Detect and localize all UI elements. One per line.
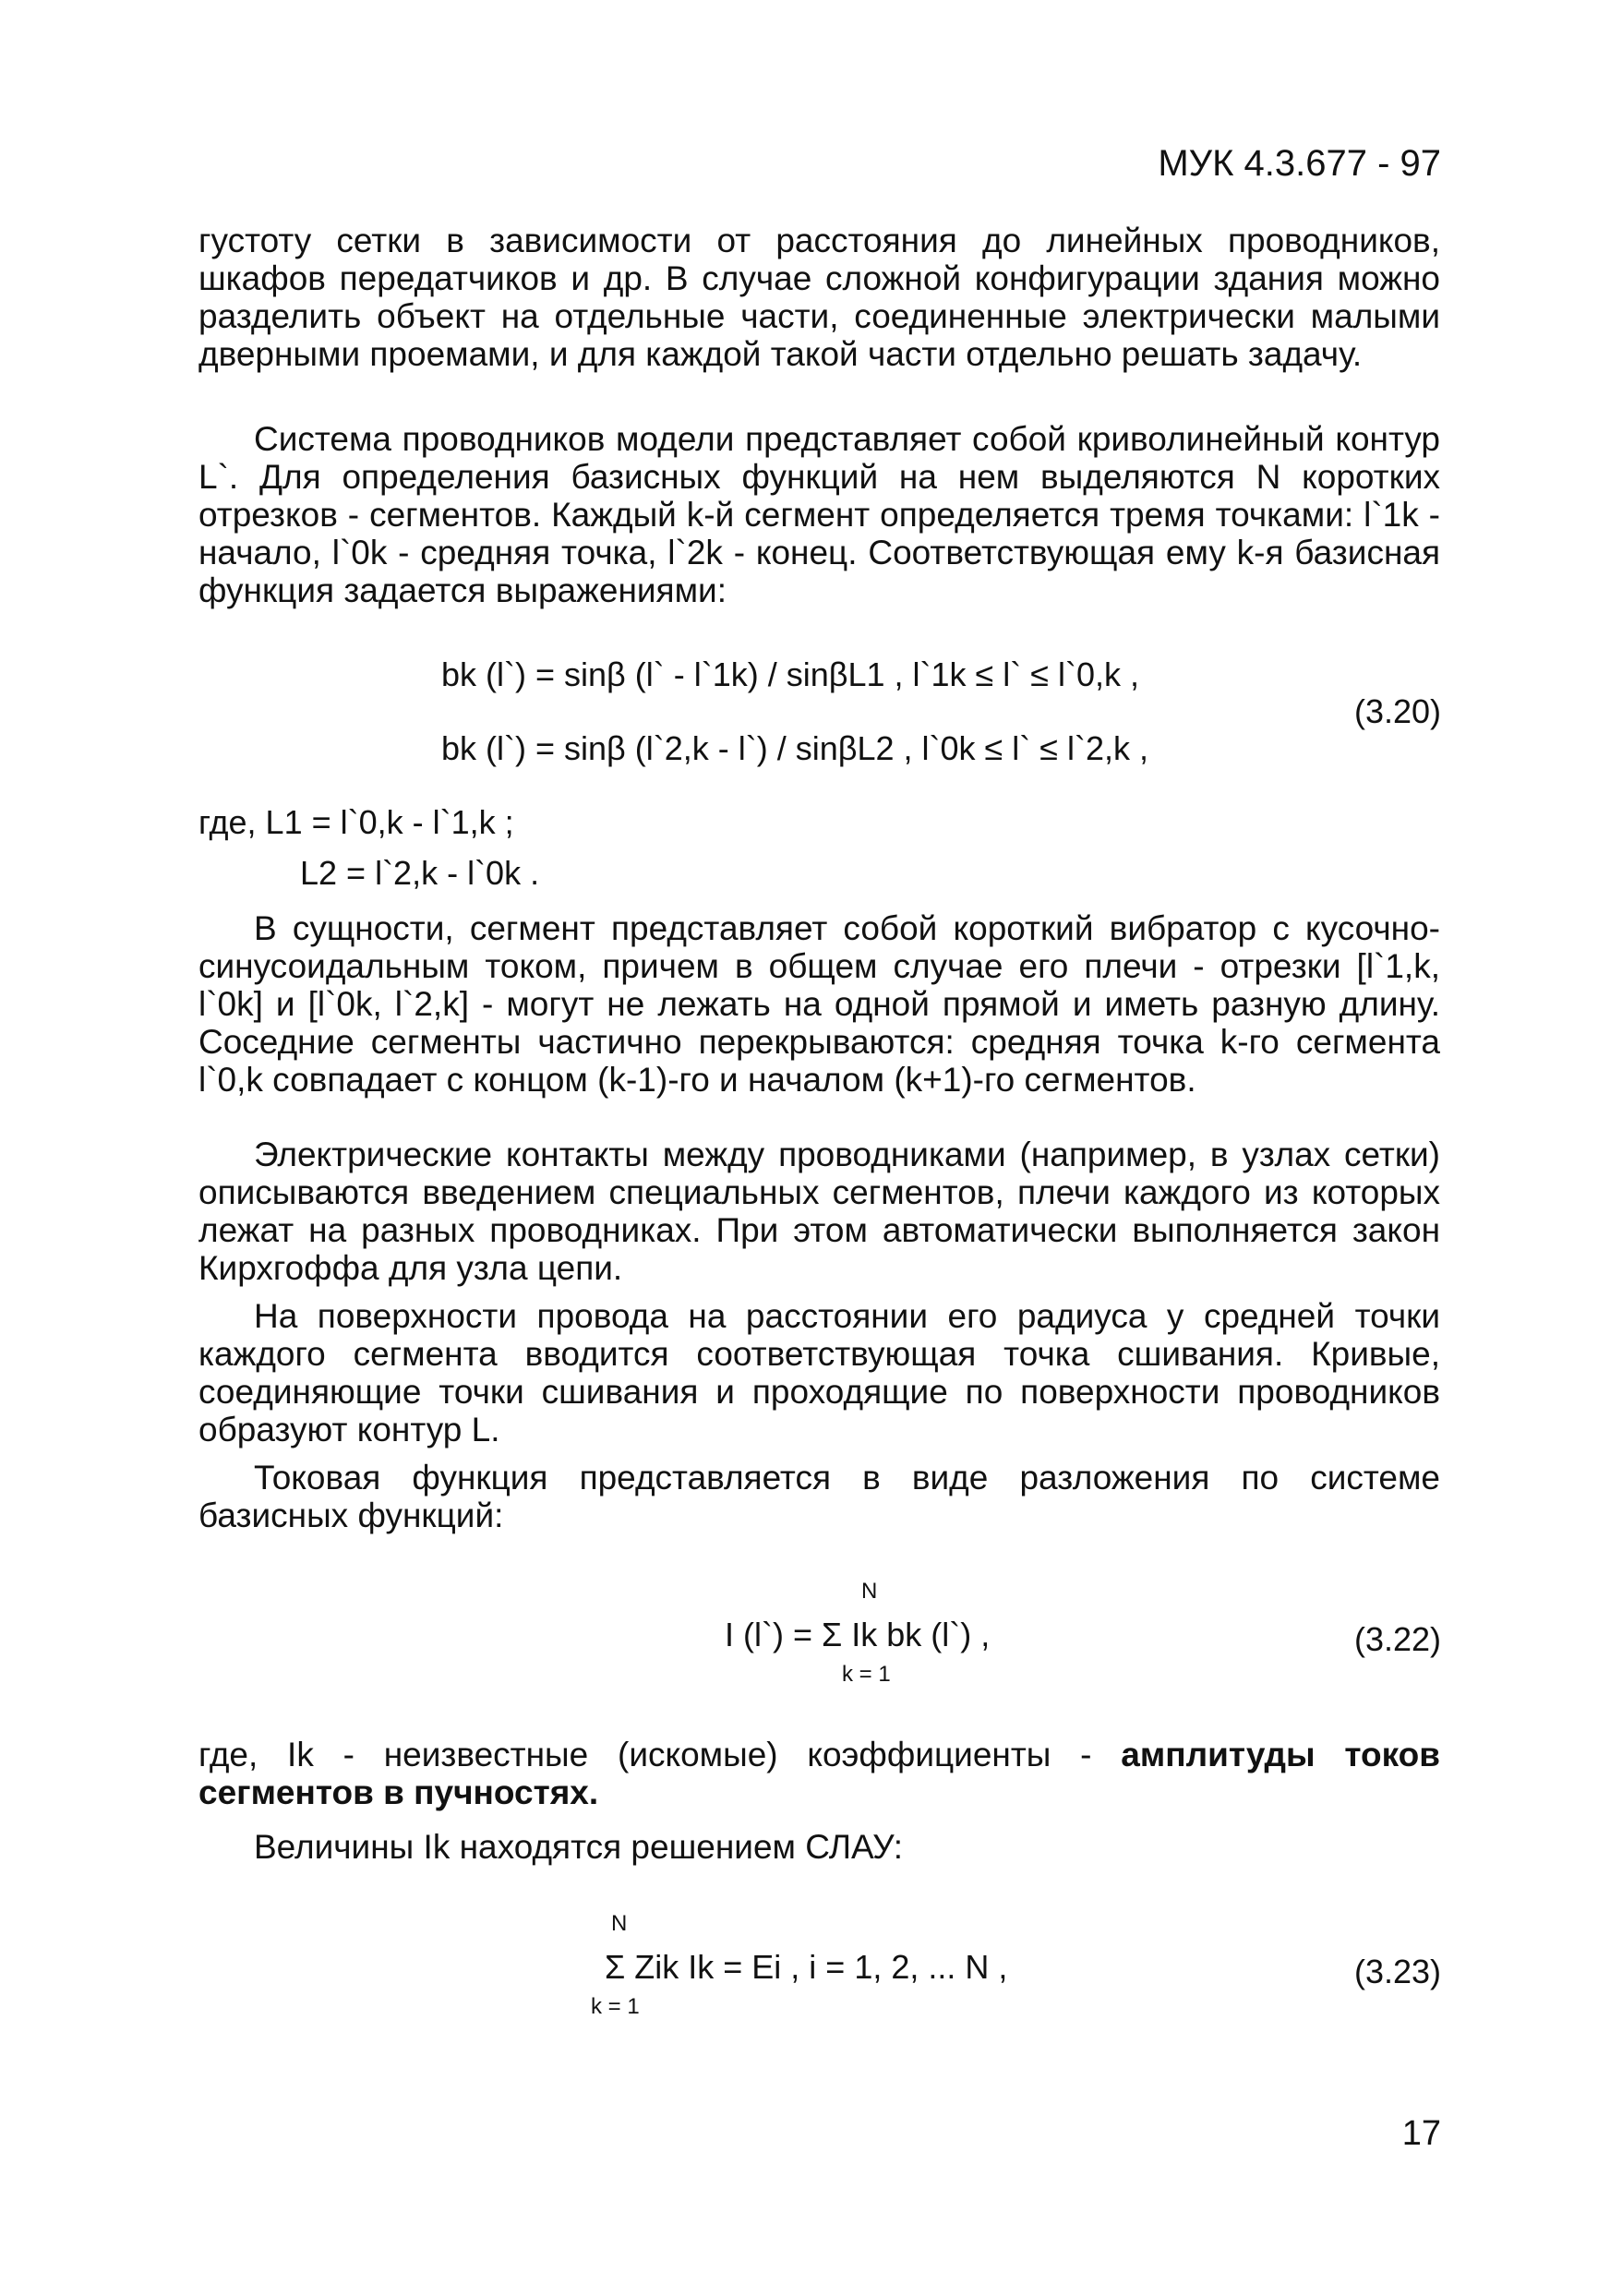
paragraph-matching-points [198, 1297, 1440, 1449]
paragraph-coefficients [198, 1736, 1440, 1811]
paragraph-grid-density [198, 222, 1440, 373]
equation-3-23: Σ Zik Ik = Ei , i = 1, 2, ... N , [605, 1948, 1008, 1986]
equation-3-23-upper-limit: N [611, 1911, 628, 1936]
equation-3-22-lower-limit: k = 1 [842, 1662, 891, 1687]
document-code: МУК 4.3.677 - 97 [1158, 143, 1441, 184]
paragraph-slau [198, 1828, 1440, 1866]
where-definition-l1: где, L1 = l`0,k - l`1,k ; [198, 803, 514, 841]
paragraph-bold-part: амплитуды токов сегментов в пучностях. [198, 1736, 1440, 1811]
paragraph-conductor-system [198, 420, 1440, 609]
paragraph-normal-part: где, Ik - неизвестные (искомые) коэффициенты - [198, 1736, 1122, 1773]
where-definition-l2: L2 = l`2,k - l`0k . [300, 854, 540, 892]
paragraph-electrical-contacts [198, 1136, 1440, 1287]
page-number: 17 [1401, 2114, 1441, 2153]
equation-number-3-23: (3.23) [1353, 1953, 1441, 1990]
equation-number-3-20: (3.20) [1353, 692, 1441, 730]
equation-3-22: I (l`) = Σ Ik bk (l`) , [725, 1616, 991, 1653]
paragraph-text: Система проводников модели представляет собой криволинейный контур L`. Для определения базисных функций на нем выделяются N коротких отрезков - сегментов. Каждый k-й сегмент определяется тремя точками: l`1k - начало, l`0k - средняя точка, l`2k - конец. Соответствующая ему k-я базисная функция задается выражениями: [198, 420, 1440, 609]
paragraph-text: На поверхности провода на расстоянии его радиуса у средней точки каждого сегмента вводится соответствующая точка сшивания. Кривые, соединяющие точки сшивания и проходящие по поверхности проводников образуют контур L. [198, 1297, 1440, 1449]
equation-number-3-22: (3.22) [1353, 1620, 1441, 1658]
paragraph-text: густоту сетки в зависимости от расстояния до линейных проводников, шкафов передатчиков и др. В случае сложной конфигурации здания можно разделить объект на отдельные части, соединенные электрически малыми дверными проемами, и для каждой такой части отдельно решать задачу. [198, 222, 1440, 373]
paragraph-text: Электрические контакты между проводниками (например, в узлах сетки) описываются введением специальных сегментов, плечи каждого из которых лежат на разных проводниках. При этом автоматически выполняется закон Кирхгоффа для узла цепи. [198, 1136, 1440, 1287]
equation-3-23-lower-limit: k = 1 [591, 1994, 640, 2019]
paragraph-segment-essence [198, 909, 1440, 1099]
paragraph-text [198, 1736, 1440, 1811]
equation-3-20-line-1: bk (l`) = sinβ (l` - l`1k) / sinβL1 , l`1k ≤ l` ≤ l`0,k , [441, 655, 1140, 693]
paragraph-current-function [198, 1459, 1440, 1534]
paragraph-text: Токовая функция представляется в виде разложения по системе базисных функций: [198, 1459, 1440, 1534]
paragraph-text: Величины Ik находятся решением СЛАУ: [254, 1828, 904, 1866]
equation-3-22-upper-limit: N [861, 1579, 878, 1604]
equation-3-20-line-2: bk (l`) = sinβ (l`2,k - l`) / sinβL2 , l`0k ≤ l` ≤ l`2,k , [441, 729, 1149, 767]
paragraph-text: В сущности, сегмент представляет собой короткий вибратор с кусочно-синусоидальным током, причем в общем случае его плечи - отрезки [l`1,k, l`0k] и [l`0k, l`2,k] - могут не лежать на одной прямой и иметь разную длину. Соседние сегменты частично перекрываются: средняя точка k-го сегмента l`0,k совпадает с концом (k-1)-го и началом (k+1)-го сегментов. [198, 909, 1440, 1099]
